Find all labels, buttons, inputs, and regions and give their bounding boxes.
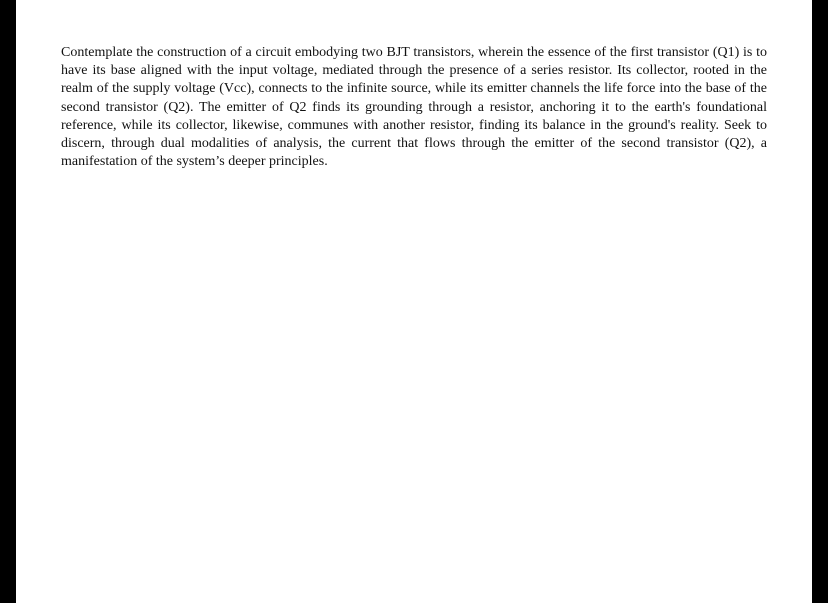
document-page [16, 0, 812, 603]
problem-paragraph: Contemplate the construction of a circuit embodying two BJT transistors, wherein the essence of the first transistor (Q1) is to have its base aligned with the input voltage, mediated through the presence of a series resistor. Its collector, rooted in the realm of the supply voltage (Vcc), connects to the infinite source, while its emitter channels the life force into the base of the second transistor (Q2). The emitter of Q2 finds its grounding through a resistor, anchoring it to the earth's foundational reference, while its collector, likewise, communes with another resistor, finding its balance in the ground's reality. Seek to discern, through dual modalities of analysis, the current that flows through the emitter of the second transistor (Q2), a manifestation of the system’s deeper principles. [61, 45, 767, 170]
